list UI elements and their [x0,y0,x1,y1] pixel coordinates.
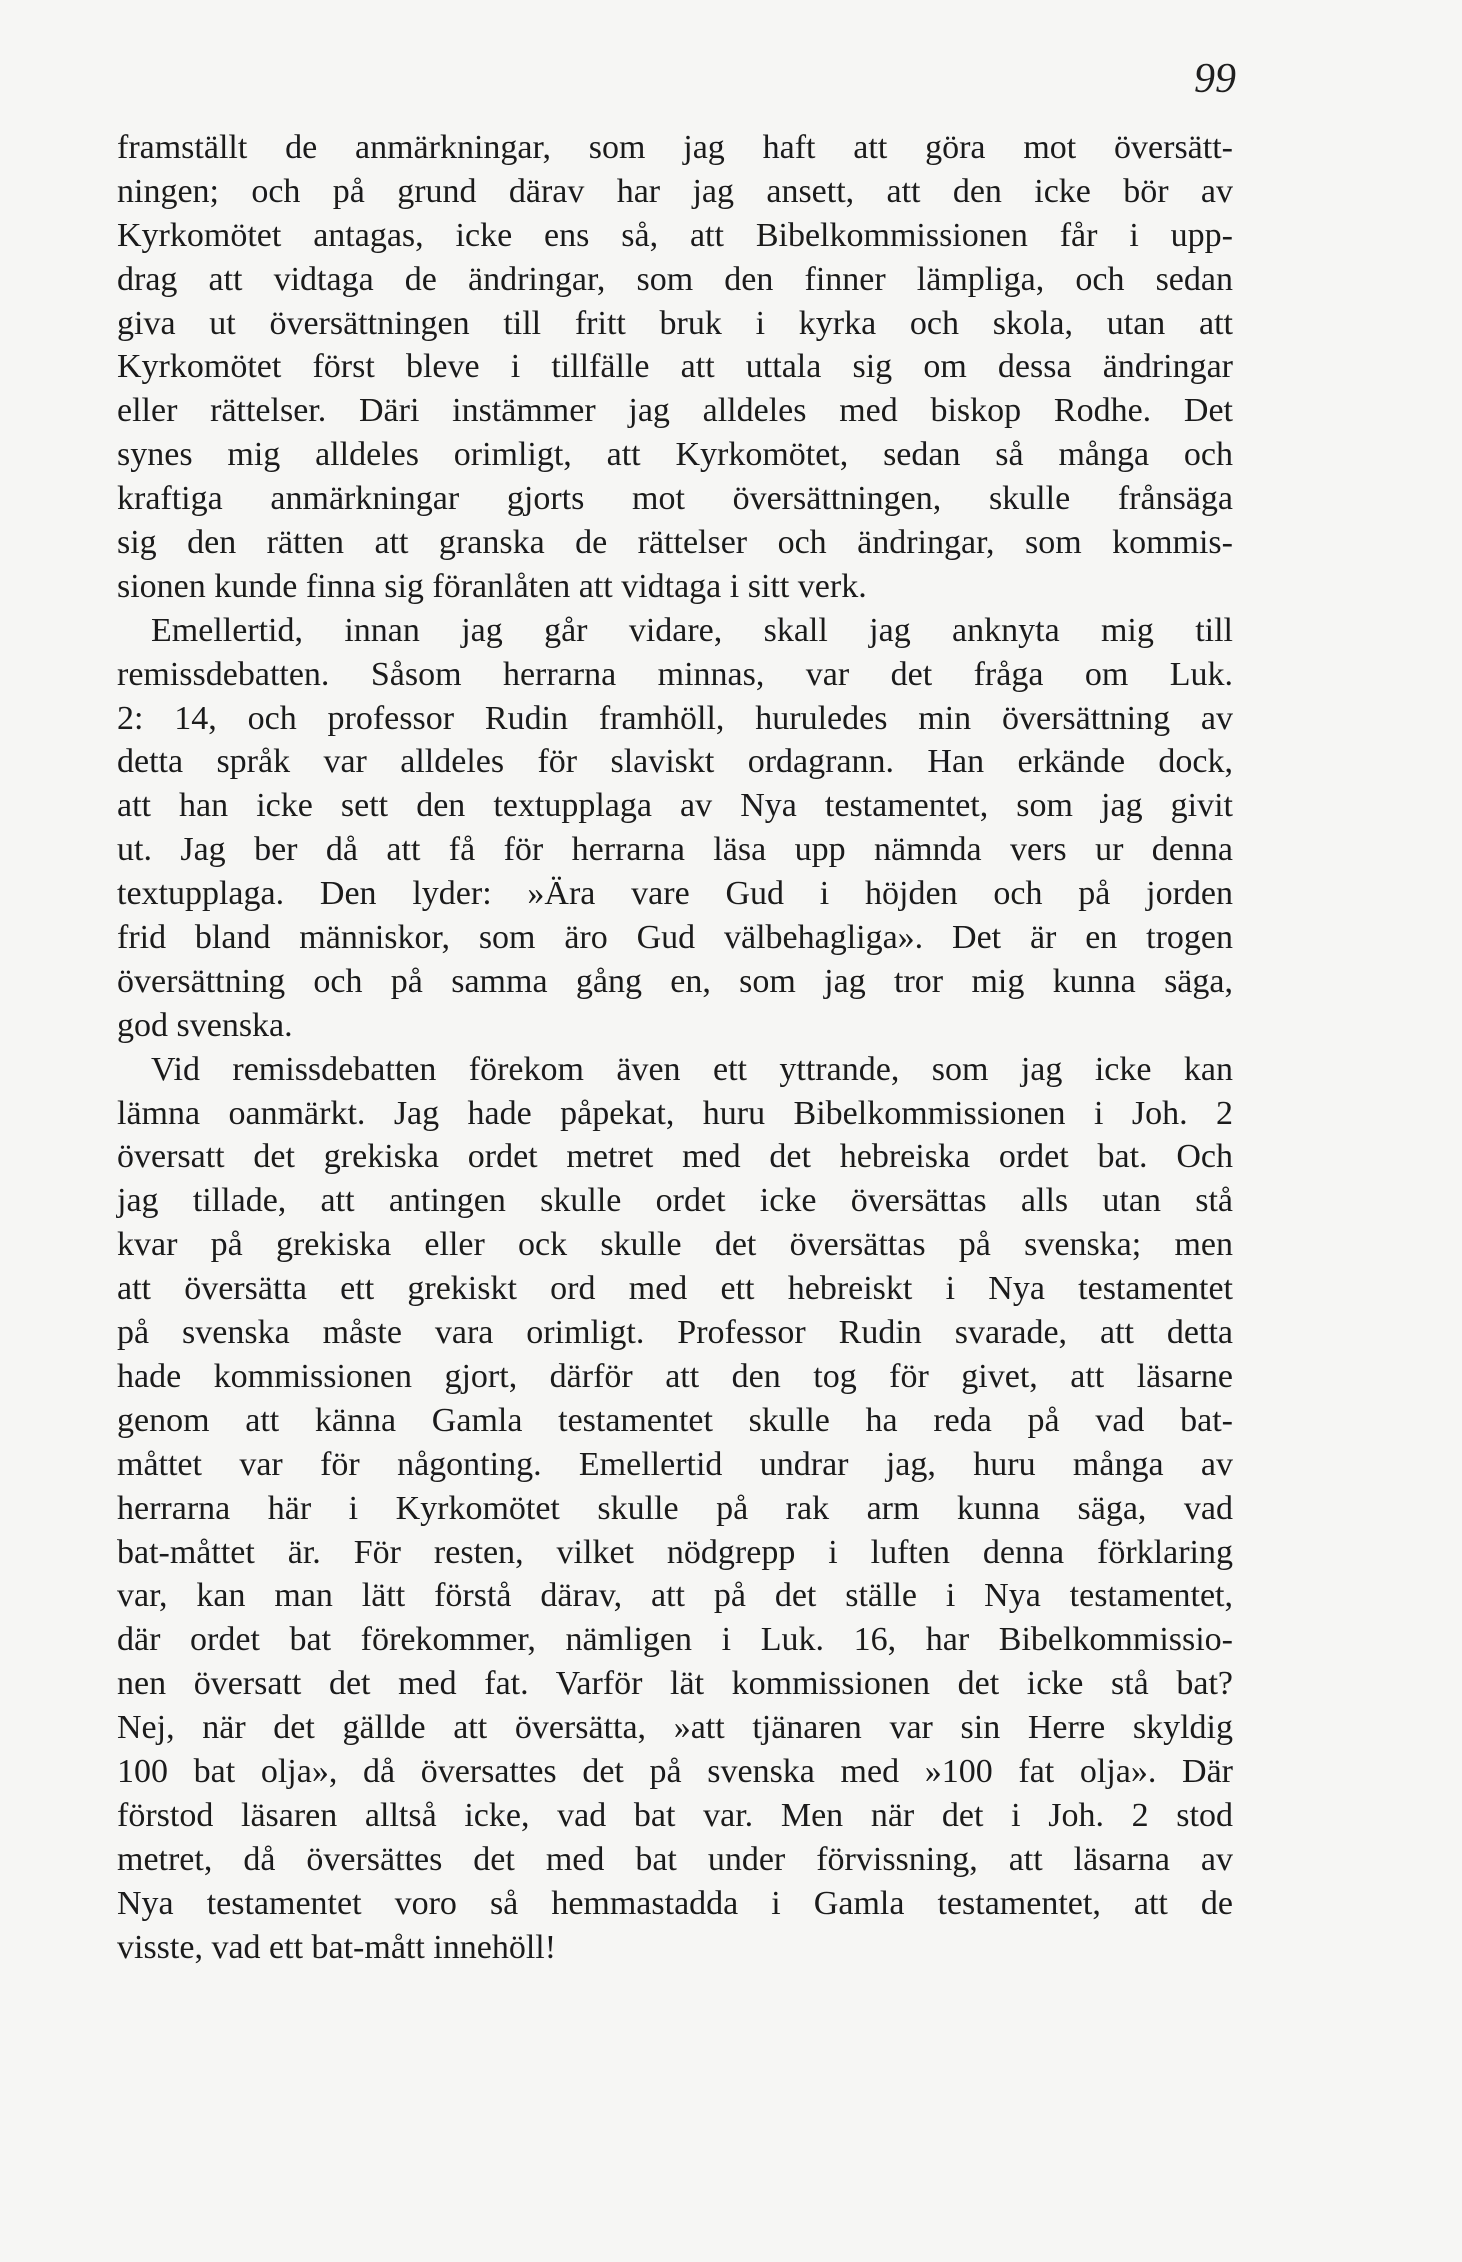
text-line: Nya testamentet voro så hemmastadda i Gamla testamentet, att de [117,1884,1233,1922]
text-line: detta språk var alldeles för slaviskt ordagrann. Han erkände dock, [117,743,1233,781]
text-line: på svenska måste vara orimligt. Professor Rudin svarade, att detta [117,1314,1233,1352]
text-line: Nej, när det gällde att översätta, »att tjänaren var sin Herre skyldig [117,1709,1233,1747]
text-line: 2: 14, och professor Rudin framhöll, huruledes min översättning av [117,699,1233,737]
text-line: Vid remissdebatten förekom även ett yttrande, som jag icke kan [151,1050,1233,1088]
text-line: sionen kunde finna sig föranlåten att vidtaga i sitt verk. [117,567,867,605]
text-line: Emellertid, innan jag går vidare, skall jag anknyta mig till [151,611,1233,649]
text-line: frid bland människor, som äro Gud välbehagliga». Det är en trogen [117,919,1233,957]
text-line: att han icke sett den textupplaga av Nya testamentet, som jag givit [117,787,1233,825]
text-line: eller rättelser. Däri instämmer jag alldeles med biskop Rodhe. Det [117,392,1233,430]
text-line: god svenska. [117,1006,293,1044]
text-line: herrarna här i Kyrkomötet skulle på rak arm kunna säga, vad [117,1489,1233,1527]
text-line: textupplaga. Den lyder: »Ära vare Gud i höjden och på jorden [117,875,1233,913]
text-line: nen översatt det med fat. Varför lät kommissionen det icke stå bat? [117,1665,1233,1703]
text-line: bat-måttet är. För resten, vilket nödgrepp i luften denna förklaring [117,1533,1233,1571]
page-number: 99 [1194,56,1236,102]
text-line: synes mig alldeles orimligt, att Kyrkomötet, sedan så många och [117,436,1233,474]
text-line: hade kommissionen gjort, därför att den tog för givet, att läsarne [117,1357,1233,1395]
text-line: förstod läsaren alltså icke, vad bat var. Men när det i Joh. 2 stod [117,1796,1233,1834]
text-line: Kyrkomötet antagas, icke ens så, att Bibelkommissionen får i upp- [117,216,1233,254]
text-line: genom att känna Gamla testamentet skulle ha reda på vad bat- [117,1401,1233,1439]
body-text [117,126,1233,1969]
text-line: översatt det grekiska ordet metret med det hebreiska ordet bat. Och [117,1138,1233,1176]
text-line: metret, då översättes det med bat under förvissning, att läsarna av [117,1840,1233,1878]
text-line: översättning och på samma gång en, som jag tror mig kunna säga, [117,962,1233,1000]
text-line: drag att vidtaga de ändringar, som den finner lämpliga, och sedan [117,260,1233,298]
text-line: lämna oanmärkt. Jag hade påpekat, huru Bibelkommissionen i Joh. 2 [117,1094,1233,1132]
text-line: Kyrkomötet först bleve i tillfälle att uttala sig om dessa ändringar [117,348,1233,386]
text-line: där ordet bat förekommer, nämligen i Luk. 16, har Bibelkommissio- [117,1621,1233,1659]
text-line: sig den rätten att granska de rättelser och ändringar, som kommis- [117,524,1233,562]
text-line: kraftiga anmärkningar gjorts mot översättningen, skulle frånsäga [117,480,1233,518]
text-line: måttet var för någonting. Emellertid undrar jag, huru många av [117,1445,1233,1483]
text-line: framställt de anmärkningar, som jag haft att göra mot översätt- [117,129,1233,166]
text-line: 100 bat olja», då översattes det på svenska med »100 fat olja». Där [117,1752,1233,1790]
text-line: var, kan man lätt förstå därav, att på det ställe i Nya testamentet, [117,1577,1233,1615]
text-line: giva ut översättningen till fritt bruk i kyrka och skola, utan att [117,304,1233,342]
text-line: att översätta ett grekiskt ord med ett hebreiskt i Nya testamentet [117,1270,1233,1308]
text-line: remissdebatten. Såsom herrarna minnas, var det fråga om Luk. [117,655,1233,693]
text-line: jag tillade, att antingen skulle ordet icke översättas alls utan stå [117,1182,1233,1220]
text-line: kvar på grekiska eller ock skulle det översättas på svenska; men [117,1226,1233,1264]
text-line: visste, vad ett bat-mått innehöll! [117,1928,557,1966]
text-line: ut. Jag ber då att få för herrarna läsa upp nämnda vers ur denna [117,831,1233,869]
text-line: ningen; och på grund därav har jag ansett, att den icke bör av [117,172,1233,210]
